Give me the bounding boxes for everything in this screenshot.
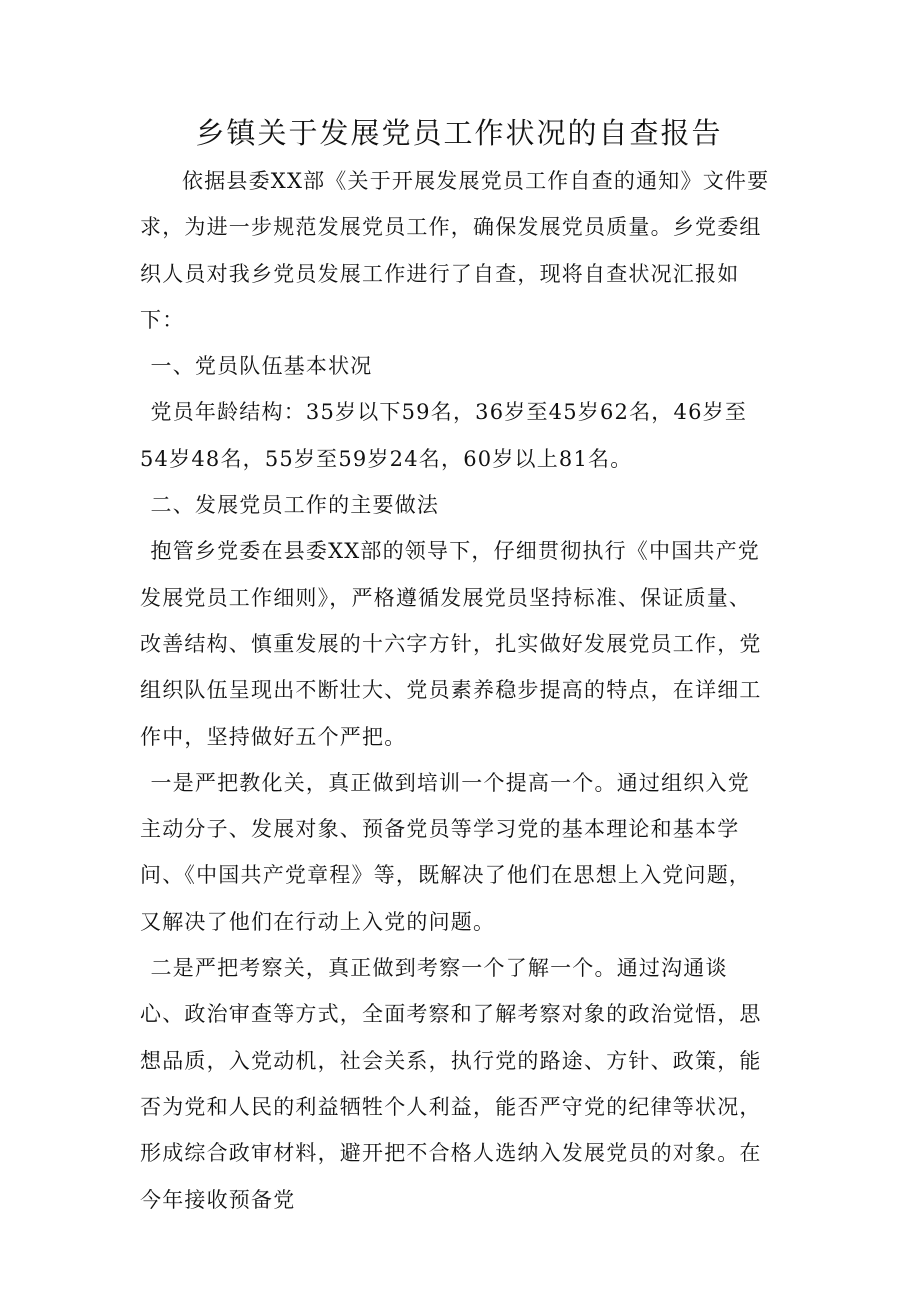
document-title: 乡镇关于发展党员工作状况的自查报告 bbox=[195, 116, 723, 150]
education-check-paragraph: 一是严把教化关，真正做到培训一个提高一个。通过组织入党主动分子、发展对象、预备党员等学习党的基本理论和基本学问、《中国共产党章程》等，既解决了他们在思想上入党问题，又解决了他们在行动上入党的问题。 bbox=[140, 770, 752, 934]
section-heading-2: 二、发展党员工作的主要做法 bbox=[150, 493, 440, 518]
main-practice-paragraph: 抱管乡党委在县委XX部的领导下，仔细贯彻执行《中国共产党发展党员工作细则》，严格遵循发展党员坚持标准、保证质量、改善结构、慎重发展的十六字方针，扎实做好发展党员工作，党组织队伍呈现出不断壮大、党员素养稳步提高的特点，在详细工作中，坚持做好五个严把。 bbox=[140, 539, 762, 749]
age-structure-paragraph: 党员年龄结构：35岁以下59名，36岁至45岁62名，46岁至54岁48名，55岁至59岁24名，60岁以上81名。 bbox=[140, 400, 748, 471]
intro-paragraph: 依据县委XX部《关于开展发展党员工作自查的通知》文件要求，为进一步规范发展党员工作，确保发展党员质量。乡党委组织人员对我乡党员发展工作进行了自查，现将自查状况汇报如下： bbox=[140, 169, 770, 332]
document-body bbox=[140, 158, 772, 1223]
section-heading-1: 一、党员队伍基本状况 bbox=[150, 354, 373, 379]
inspection-check-paragraph: 二是严把考察关，真正做到考察一个了解一个。通过沟通谈心、政治审查等方式，全面考察和了解考察对象的政治觉悟，思想品质，入党动机，社会关系，执行党的路途、方针、政策，能否为党和人民的利益牺牲个人利益，能否严守党的纪律等状况，形成综合政审材料，避开把不合格人选纳入发展党员的对象。在今年接收预备党 bbox=[140, 956, 762, 1212]
